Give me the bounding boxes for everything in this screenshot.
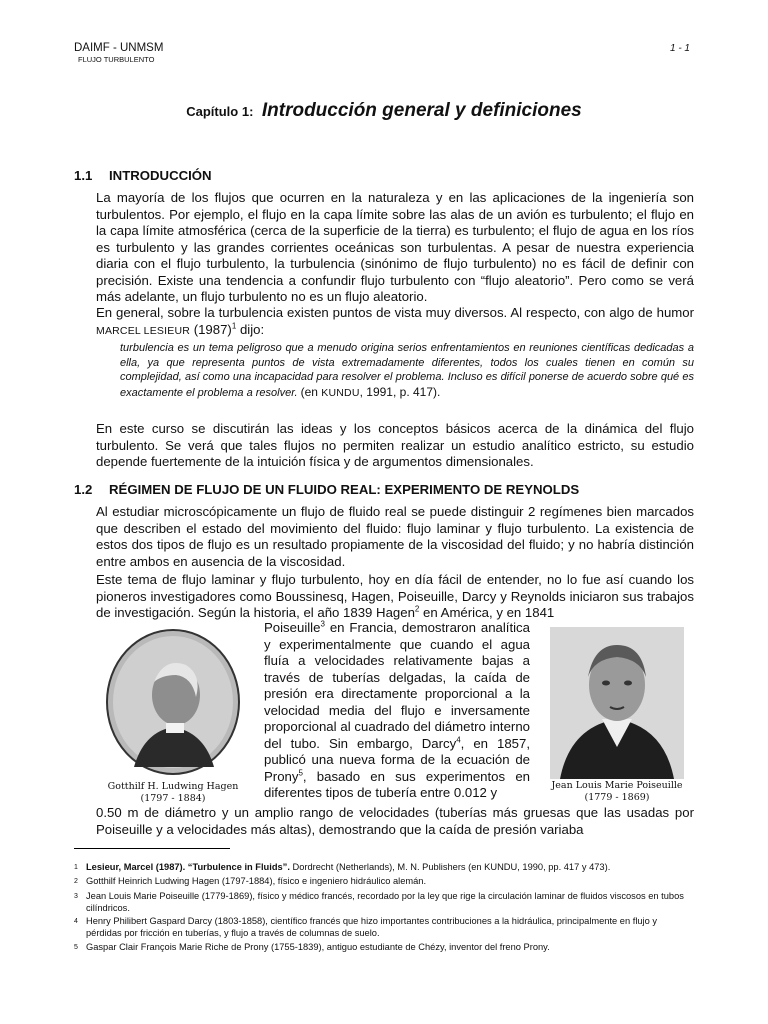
portrait-caption-poiseuille bbox=[540, 780, 694, 804]
footnote-1 bbox=[74, 862, 698, 874]
author-name: MARCEL LESIEUR bbox=[96, 324, 191, 337]
section-title: RÉGIMEN DE FLUJO DE UN FLUIDO REAL: EXPERIMENTO DE REYNOLDS bbox=[109, 482, 580, 497]
section-number: 1.1 bbox=[74, 168, 93, 183]
footnote-ref: 4 bbox=[456, 735, 461, 745]
footnote-text: Henry Philibert Gaspard Darcy (1803-1858), científico francés que hizo importantes contribuciones a la hidráulica, principalmente en flujo y pérdidas por fricción en tuberías, y flujo a través de columnas de suelo. bbox=[86, 916, 658, 938]
caption-name: Jean Louis Marie Poiseuille bbox=[551, 780, 683, 791]
footnote-text: Jean Louis Marie Poiseuille (1779-1869), físico y médico francés, recordado por la ley que rige la circulación laminar de fluidos viscosos en tubos cilíndricos. bbox=[86, 891, 684, 913]
footnote-mark: 2 bbox=[74, 878, 78, 885]
paragraph bbox=[96, 572, 694, 622]
paragraph-text: Este tema de flujo laminar y flujo turbulento, hoy en día fácil de entender, no lo fue así cuando los pioneros investigadores como Boussinesq, Hagen, Poiseuille, Darcy y Reynolds iniciaron sus trabajos de investigación. Según la historia, el año 1839 Hagen bbox=[96, 572, 694, 620]
header-org: DAIMF - UNMSM bbox=[74, 42, 164, 54]
paragraph-text: En general, sobre la turbulencia existen puntos de vista muy diversos. Al respecto, con algo de humor bbox=[96, 305, 694, 320]
paragraph: 0.50 m de diámetro y un amplio rango de velocidades (tuberías más gruesas que las usadas por Poiseuille y a velocidades más altas), demostrando que la caída de presión variaba bbox=[96, 805, 694, 837]
page-number: 1 - 1 bbox=[669, 43, 690, 54]
footnote-5 bbox=[74, 942, 698, 954]
footnote-3 bbox=[74, 891, 698, 914]
section-number: 1.2 bbox=[74, 482, 93, 497]
quote-citation bbox=[301, 385, 441, 399]
caption-years: (1779 - 1869) bbox=[584, 792, 650, 803]
portrait-poiseuille-image bbox=[550, 627, 684, 779]
paragraph-text: en Francia, demostraron analítica y experimentalmente que cuando el agua fluía a velocidades relativamente bajas a través de tuberías delgadas, la caída de presión era directamente proporcional a la velocidad media del flujo e inversamente proporcional al cuadrado del diámetro interno del tubo. Sin embargo, Darcy bbox=[264, 620, 530, 751]
paragraph: En este curso se discutirán las ideas y los conceptos básicos acerca de la dinámica del flujo turbulento. Se verá que tales flujos no permiten realizar un estudio analítico estricto, su estudio depende fuertemente de la intuición física y de argumentos dimensionales. bbox=[96, 421, 694, 469]
paragraph-text: en América, y en 1841 bbox=[423, 605, 555, 620]
footnote-ref: 5 bbox=[298, 768, 303, 778]
chapter-label: Capítulo 1: bbox=[186, 104, 254, 119]
block-quote bbox=[120, 341, 694, 400]
wrapped-paragraph bbox=[264, 620, 530, 802]
portrait-hagen-image bbox=[104, 627, 242, 777]
footnote-ref: 1 bbox=[231, 321, 237, 331]
citation-year: (1987) bbox=[193, 321, 232, 337]
quote-text: turbulencia es un tema peligroso que a menudo origina serios enfrentamientos en reuniones científicas dedicadas a ella, ya que representa puntos de vista extremadamente diferentes, todos los cuales tienen en común su complejidad, así como una incapacidad para resolver el problema. Incluso es difícil ponerse de acuerdo sobre qué es exactamente el problema a resolver. bbox=[120, 342, 694, 399]
paragraph: Al estudiar microscópicamente un flujo de fluido real se puede distinguir 2 regímenes bien marcados que describen el estado del movimiento del fluido: flujo laminar y flujo turbulento. La existencia de estos dos tipos de flujo es un resultado propiamente de la viscosidad del fluido; y no habría distinción entre ambos en ausencia de la viscosidad. bbox=[96, 504, 694, 569]
footnote-ref: 3 bbox=[320, 619, 325, 629]
footnote-mark: 5 bbox=[74, 944, 78, 951]
author-name: KUNDU bbox=[321, 386, 360, 399]
paragraph bbox=[96, 305, 694, 339]
footnote-mark: 1 bbox=[74, 864, 78, 871]
footnote-text: Gaspar Clair François Marie Riche de Prony (1755-1839), antiguo estudiante de Chézy, inventor del freno Prony. bbox=[86, 942, 550, 952]
footnote-mark: 4 bbox=[74, 918, 78, 925]
paragraph-text: , basado en sus experimentos en diferentes tipos de tubería entre 0.012 y bbox=[264, 768, 530, 800]
footnote-2 bbox=[74, 876, 698, 888]
footnote-text: Gotthilf Heinrich Ludwing Hagen (1797-1884), físico e ingeniero hidráulico alemán. bbox=[86, 876, 427, 886]
section-title: INTRODUCCIÓN bbox=[109, 168, 212, 183]
header-subtitle: FLUJO TURBULENTO bbox=[78, 55, 155, 64]
citation-suffix: , 1991, p. 417). bbox=[359, 384, 441, 399]
footnote-bold: Lesieur, Marcel (1987). “Turbulence in Fluids”. bbox=[86, 862, 290, 872]
footnote-4 bbox=[74, 916, 698, 939]
caption-name: Gotthilf H. Ludwing Hagen bbox=[107, 781, 239, 792]
paragraph: La mayoría de los flujos que ocurren en la naturaleza y en las aplicaciones de la ingeniería son turbulentos. Por ejemplo, el flujo en la capa límite sobre las alas de un avión es turbulento; el flujo en la capa límite atmosférica (cerca de la superficie de la tierra) es turbulento; el flujo de agua en los ríos es turbulento y las grandes corrientes oceánicas son turbulentas. A pesar de nuestra experiencia diaria con el flujo turbulento, la turbulencia (sinónimo de flujo turbulento) no es fácil de definir con precisión. Existe una tendencia a confundir flujo turbulento con “flujo aleatorio”. Pero como se verá más adelante, un flujo turbulento no es un flujo aleatorio. bbox=[96, 190, 694, 304]
paragraph-text: dijo: bbox=[239, 321, 265, 337]
caption-years: (1797 - 1884) bbox=[140, 793, 206, 804]
chapter-title: Introducción general y definiciones bbox=[261, 100, 582, 121]
chapter-heading bbox=[0, 100, 768, 122]
running-header bbox=[74, 42, 163, 64]
citation-prefix: (en bbox=[300, 384, 318, 399]
footnote-text: Dordrecht (Netherlands), M. N. Publishers (en KUNDU, 1990, pp. 417 y 473). bbox=[289, 862, 611, 872]
section-heading-1-2 bbox=[74, 482, 579, 497]
footnote-ref: 2 bbox=[414, 604, 420, 614]
footnote-mark: 3 bbox=[74, 893, 78, 900]
portrait-hagen bbox=[104, 627, 242, 777]
paragraph-text: Poiseuille bbox=[264, 620, 321, 635]
section-heading-1-1 bbox=[74, 168, 212, 183]
paragraph-text: , en 1857, publicó una nueva forma de la ecuación de Prony bbox=[264, 735, 530, 784]
footnote-separator bbox=[74, 848, 230, 849]
portrait-caption-hagen bbox=[98, 781, 248, 805]
portrait-poiseuille bbox=[550, 627, 684, 779]
